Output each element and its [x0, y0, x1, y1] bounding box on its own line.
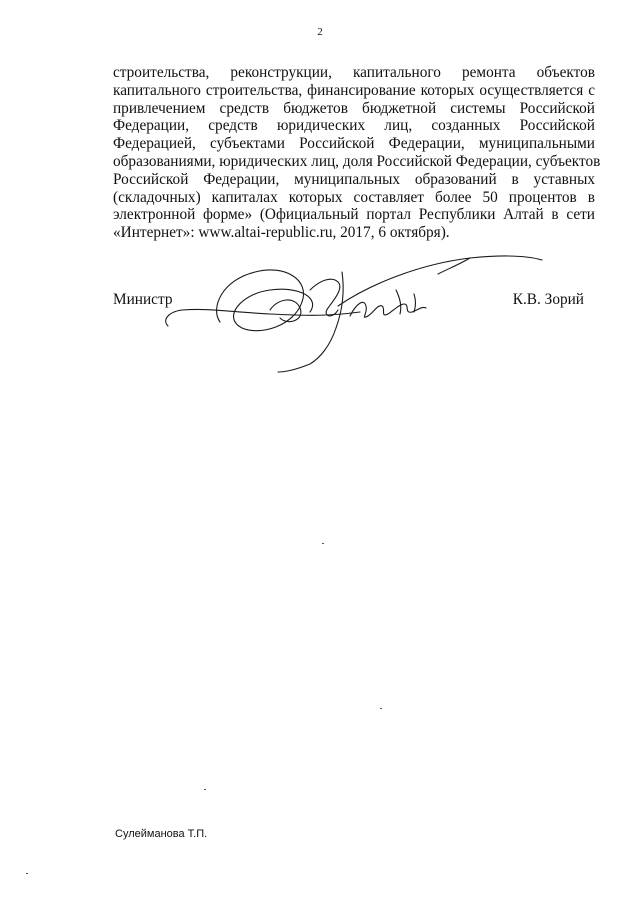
- handwritten-signature: [160, 250, 560, 385]
- body-line: Российской Федерации, муниципальных образований в уставных: [113, 170, 595, 188]
- scan-speck: [204, 789, 206, 790]
- body-paragraph: [113, 64, 601, 242]
- scan-speck: [322, 543, 324, 544]
- scan-speck: [26, 873, 28, 874]
- executor-name: Сулейманова Т.П.: [115, 828, 208, 840]
- body-line: «Интернет»: www.altai-republic.ru, 2017, 6 октября).: [113, 224, 450, 242]
- body-line: привлечением средств бюджетов бюджетной системы Российской: [113, 99, 595, 117]
- signature-block: [0, 250, 640, 390]
- body-line: Федерацией, субъектами Российской Федерации, муниципальными: [113, 135, 595, 153]
- position-title: Министр: [113, 291, 173, 308]
- body-line: образованиями, юридических лиц, доля Российской Федерации, субъектов: [113, 152, 601, 170]
- body-line: электронной форме» (Официальный портал Республики Алтай в сети: [113, 206, 595, 224]
- body-line: капитального строительства, финансирование которых осуществляется с: [113, 81, 595, 99]
- page-number: 2: [317, 26, 323, 38]
- scan-speck: [380, 708, 382, 709]
- body-line: строительства, реконструкции, капитального ремонта объектов: [113, 64, 595, 81]
- signatory-name: К.В. Зорий: [512, 291, 584, 308]
- body-line: Федерации, средств юридических лиц, созданных Российской: [113, 117, 595, 135]
- body-line: (складочных) капиталах которых составляет более 50 процентов в: [113, 188, 595, 206]
